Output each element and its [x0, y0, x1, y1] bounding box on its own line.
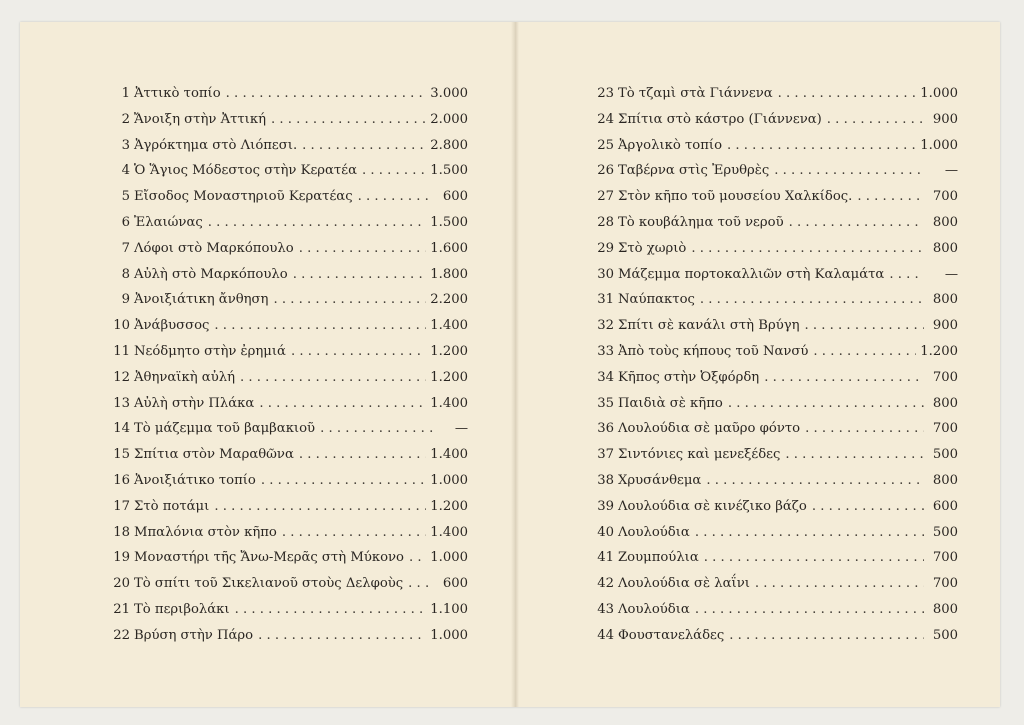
- item-number: 30: [597, 266, 614, 282]
- list-item: [96, 416, 468, 442]
- list-item: [580, 623, 958, 649]
- item-number: 16: [113, 472, 130, 488]
- list-item: [580, 545, 958, 571]
- list-item: [96, 571, 468, 597]
- item-number: 27: [597, 189, 614, 205]
- dot-leader: [353, 184, 434, 210]
- item-title: Ναύπακτος: [618, 292, 695, 308]
- list-item: [96, 339, 468, 365]
- list-item: [580, 571, 958, 597]
- dot-leader: [690, 597, 924, 623]
- item-number: 26: [597, 163, 614, 179]
- item-price: 500: [932, 447, 958, 463]
- list-item: [580, 391, 958, 417]
- dot-leader: [209, 313, 426, 339]
- dot-leader: [750, 571, 924, 597]
- list-item: [96, 287, 468, 313]
- item-price: 700: [932, 576, 958, 592]
- item-price: 1.600: [430, 240, 468, 256]
- item-title: Λουλούδια σὲ λαΐνι: [618, 576, 750, 592]
- dot-leader: [294, 236, 427, 262]
- item-number: 20: [113, 576, 130, 592]
- item-price: 2.000: [430, 111, 468, 127]
- dot-leader: [294, 442, 426, 468]
- list-item: [580, 262, 958, 288]
- list-item: [580, 158, 958, 184]
- item-price: 2.800: [430, 137, 468, 153]
- list-item: [96, 391, 468, 417]
- item-title: Εἴσοδος Μοναστηριοῦ Κερατέας: [134, 189, 353, 205]
- list-item: [580, 494, 958, 520]
- item-number: 10: [113, 318, 130, 334]
- list-item: [96, 494, 468, 520]
- item-number: 38: [597, 472, 614, 488]
- item-title: Σπίτια στὸν Μαραθῶνα: [134, 447, 294, 463]
- item-title: Λουλούδια: [618, 524, 690, 540]
- list-item: [580, 81, 958, 107]
- list-item: [96, 236, 468, 262]
- item-price: 600: [932, 498, 958, 514]
- dot-leader: [209, 494, 426, 520]
- item-price: 800: [932, 292, 958, 308]
- item-number: 8: [121, 266, 130, 282]
- list-item: [96, 262, 468, 288]
- item-number: 9: [121, 292, 130, 308]
- item-price: 700: [932, 369, 958, 385]
- item-price: 1.200: [430, 498, 468, 514]
- item-title: Ἀργολικὸ τοπίο: [618, 137, 723, 153]
- item-price: 1.000: [430, 472, 468, 488]
- item-title: Λουλούδια σὲ κινέζικο βάζο: [618, 498, 807, 514]
- item-title: Σπίτια στὸ κάστρο (Γιάννενα): [618, 111, 822, 127]
- item-price: 600: [442, 576, 468, 592]
- item-title: Νεόδμητο στὴν ἐρημιά: [134, 343, 286, 359]
- left-page-price-list: [96, 81, 468, 649]
- list-item: [580, 597, 958, 623]
- dot-leader: [253, 623, 426, 649]
- list-item: [96, 81, 468, 107]
- dot-leader: [695, 287, 924, 313]
- list-item: [96, 313, 468, 339]
- item-title: Σιντόνιες καὶ μενεξέδες: [618, 447, 781, 463]
- item-price: 800: [932, 601, 958, 617]
- item-price: 1.100: [430, 601, 468, 617]
- item-price: 500: [932, 627, 958, 643]
- dot-leader: [288, 262, 427, 288]
- dot-leader: [784, 210, 924, 236]
- item-price: 3.000: [430, 86, 468, 101]
- dot-leader: [773, 81, 917, 107]
- item-price: —: [454, 421, 468, 437]
- dot-leader: [286, 339, 426, 365]
- item-number: 33: [597, 343, 614, 359]
- list-item: [96, 210, 468, 236]
- item-number: 28: [597, 214, 614, 230]
- item-title: Ἄνοιξη στὴν Ἀττική: [134, 111, 266, 127]
- list-item: [580, 107, 958, 133]
- item-number: 3: [121, 137, 130, 153]
- item-number: 21: [113, 601, 130, 617]
- dot-leader: [822, 107, 924, 133]
- item-title: Ἐλαιώνας: [134, 214, 203, 230]
- item-number: 13: [113, 395, 130, 411]
- item-price: 1.400: [430, 395, 468, 411]
- item-title: Τὸ κουβάλημα τοῦ νεροῦ: [618, 214, 784, 230]
- item-price: 1.400: [430, 447, 468, 463]
- item-title: Παιδιὰ σὲ κῆπο: [618, 395, 723, 411]
- dot-leader: [808, 339, 916, 365]
- item-title: Τὸ τζαμὶ στὰ Γιάννενα: [618, 86, 773, 101]
- list-item: [96, 597, 468, 623]
- item-title: Χρυσάνθεμα: [618, 472, 702, 488]
- dot-leader: [686, 236, 924, 262]
- list-item: [580, 184, 958, 210]
- item-title: Μάζεμμα πορτοκαλλιῶν στὴ Καλαμάτα: [618, 266, 885, 282]
- list-item: [580, 313, 958, 339]
- item-number: 1: [121, 86, 130, 101]
- dot-leader: [699, 545, 924, 571]
- item-number: 39: [597, 498, 614, 514]
- item-number: 12: [113, 369, 130, 385]
- item-number: 32: [597, 318, 614, 334]
- item-number: 41: [597, 550, 614, 566]
- list-item: [96, 545, 468, 571]
- item-title: Κῆπος στὴν Ὀξφόρδη: [618, 369, 760, 385]
- dot-leader: [852, 184, 924, 210]
- list-item: [96, 442, 468, 468]
- right-page-price-list: [580, 81, 958, 649]
- item-price: 800: [932, 240, 958, 256]
- item-number: 37: [597, 447, 614, 463]
- item-price: 1.800: [430, 266, 468, 282]
- list-item: [580, 468, 958, 494]
- dot-leader: [800, 313, 924, 339]
- item-number: 40: [597, 524, 614, 540]
- dot-leader: [297, 133, 426, 159]
- list-item: [580, 339, 958, 365]
- item-price: 800: [932, 472, 958, 488]
- dot-leader: [701, 468, 924, 494]
- item-title: Ταβέρνα στὶς Ἐρυθρὲς: [618, 163, 770, 179]
- item-title: Φουστανελάδες: [618, 627, 725, 643]
- dot-leader: [266, 107, 426, 133]
- item-title: Τὸ περιβολάκι: [134, 601, 230, 617]
- item-title: Ἀττικὸ τοπίο: [134, 86, 221, 101]
- item-title: Μοναστήρι τῆς Ἄνω-Μερᾶς στὴ Μύκονο: [134, 550, 404, 566]
- item-title: Ζουμπούλια: [618, 550, 699, 566]
- item-price: 700: [932, 189, 958, 205]
- item-price: 500: [932, 524, 958, 540]
- item-price: —: [944, 266, 958, 282]
- item-number: 19: [113, 550, 130, 566]
- item-number: 36: [597, 421, 614, 437]
- item-price: 1.000: [430, 550, 468, 566]
- item-title: Λουλούδια σὲ μαῦρο φόντο: [618, 421, 801, 437]
- item-title: Ἀνάβυσσος: [134, 318, 210, 334]
- dot-leader: [807, 494, 924, 520]
- item-number: 22: [113, 627, 130, 643]
- dot-leader: [315, 416, 434, 442]
- list-item: [96, 184, 468, 210]
- item-number: 4: [121, 163, 130, 179]
- list-item: [580, 236, 958, 262]
- item-price: 700: [932, 550, 958, 566]
- item-price: 1.000: [430, 627, 468, 643]
- item-number: 15: [113, 447, 130, 463]
- item-number: 5: [121, 189, 130, 205]
- dot-leader: [277, 520, 426, 546]
- item-title: Τὸ μάζεμμα τοῦ βαμβακιοῦ: [134, 421, 316, 437]
- item-price: 1.000: [920, 137, 958, 153]
- item-number: 43: [597, 601, 614, 617]
- dot-leader: [884, 262, 924, 288]
- dot-leader: [780, 442, 924, 468]
- item-price: 800: [932, 214, 958, 230]
- dot-leader: [357, 158, 426, 184]
- list-item: [580, 365, 958, 391]
- dot-leader: [724, 623, 924, 649]
- item-title: Λόφοι στὸ Μαρκόπουλο: [134, 240, 294, 256]
- item-number: 24: [597, 111, 614, 127]
- catalogue-booklet: [20, 22, 1000, 707]
- item-price: 1.200: [920, 343, 958, 359]
- item-number: 7: [121, 240, 130, 256]
- item-price: 600: [442, 189, 468, 205]
- item-title: Ἀνοιξιάτικο τοπίο: [134, 472, 256, 488]
- item-number: 14: [113, 421, 130, 437]
- dot-leader: [759, 365, 924, 391]
- item-number: 29: [597, 240, 614, 256]
- item-number: 23: [597, 86, 614, 101]
- list-item: [96, 107, 468, 133]
- dot-leader: [404, 545, 426, 571]
- center-fold: [511, 22, 519, 707]
- item-price: 700: [932, 421, 958, 437]
- item-title: Βρύση στὴν Πάρο: [134, 627, 254, 643]
- list-item: [96, 133, 468, 159]
- list-item: [96, 158, 468, 184]
- dot-leader: [800, 416, 924, 442]
- dot-leader: [256, 468, 426, 494]
- dot-leader: [268, 287, 426, 313]
- item-title: Ὁ Ἅγιος Μόδεστος στὴν Κερατέα: [134, 163, 357, 179]
- list-item: [96, 623, 468, 649]
- item-title: Στὸν κῆπο τοῦ μουσείου Χαλκίδος.: [618, 189, 853, 205]
- item-title: Στὸ χωριὸ: [618, 240, 687, 256]
- list-item: [580, 133, 958, 159]
- item-title: Στὸ ποτάμι: [134, 498, 210, 514]
- item-price: 2.200: [430, 292, 468, 308]
- list-item: [580, 520, 958, 546]
- item-title: Ἀγρόκτημα στὸ Λιόπεσι.: [134, 137, 298, 153]
- item-price: —: [944, 163, 958, 179]
- item-title: Αὐλὴ στὴν Πλάκα: [134, 395, 255, 411]
- item-title: Ἀθηναϊκὴ αὐλή: [134, 369, 235, 385]
- item-number: 2: [121, 111, 130, 127]
- dot-leader: [230, 597, 427, 623]
- item-title: Ἀνοιξιάτικη ἄνθηση: [134, 292, 269, 308]
- dot-leader: [403, 571, 434, 597]
- item-number: 11: [113, 343, 130, 359]
- item-title: Τὸ σπίτι τοῦ Σικελιανοῦ στοὺς Δελφοὺς: [134, 576, 404, 592]
- dot-leader: [722, 133, 916, 159]
- item-number: 18: [113, 524, 130, 540]
- dot-leader: [769, 158, 924, 184]
- item-number: 34: [597, 369, 614, 385]
- item-price: 1.500: [430, 214, 468, 230]
- dot-leader: [254, 391, 426, 417]
- list-item: [96, 365, 468, 391]
- dot-leader: [723, 391, 924, 417]
- item-price: 1.200: [430, 369, 468, 385]
- item-title: Ἀπὸ τοὺς κήπους τοῦ Νανσύ: [618, 343, 809, 359]
- item-number: 6: [121, 214, 130, 230]
- dot-leader: [203, 210, 426, 236]
- dot-leader: [235, 365, 426, 391]
- dot-leader: [690, 520, 924, 546]
- item-price: 1.400: [430, 524, 468, 540]
- item-number: 44: [597, 627, 614, 643]
- item-title: Λουλούδια: [618, 601, 690, 617]
- item-price: 800: [932, 395, 958, 411]
- item-price: 1.400: [430, 318, 468, 334]
- item-number: 35: [597, 395, 614, 411]
- item-number: 25: [597, 137, 614, 153]
- item-title: Μπαλόνια στὸν κῆπο: [134, 524, 277, 540]
- list-item: [96, 468, 468, 494]
- list-item: [580, 416, 958, 442]
- item-number: 42: [597, 576, 614, 592]
- item-price: 900: [932, 111, 958, 127]
- item-number: 31: [597, 292, 614, 308]
- list-item: [580, 442, 958, 468]
- item-price: 1.000: [920, 86, 958, 101]
- list-item: [580, 210, 958, 236]
- list-item: [580, 287, 958, 313]
- list-item: [96, 520, 468, 546]
- item-title: Σπίτι σὲ κανάλι στὴ Βρύγη: [618, 318, 800, 334]
- item-price: 900: [932, 318, 958, 334]
- item-number: 17: [113, 498, 130, 514]
- item-price: 1.200: [430, 343, 468, 359]
- item-price: 1.500: [430, 163, 468, 179]
- dot-leader: [221, 81, 427, 107]
- item-title: Αὐλὴ στὸ Μαρκόπουλο: [134, 266, 288, 282]
